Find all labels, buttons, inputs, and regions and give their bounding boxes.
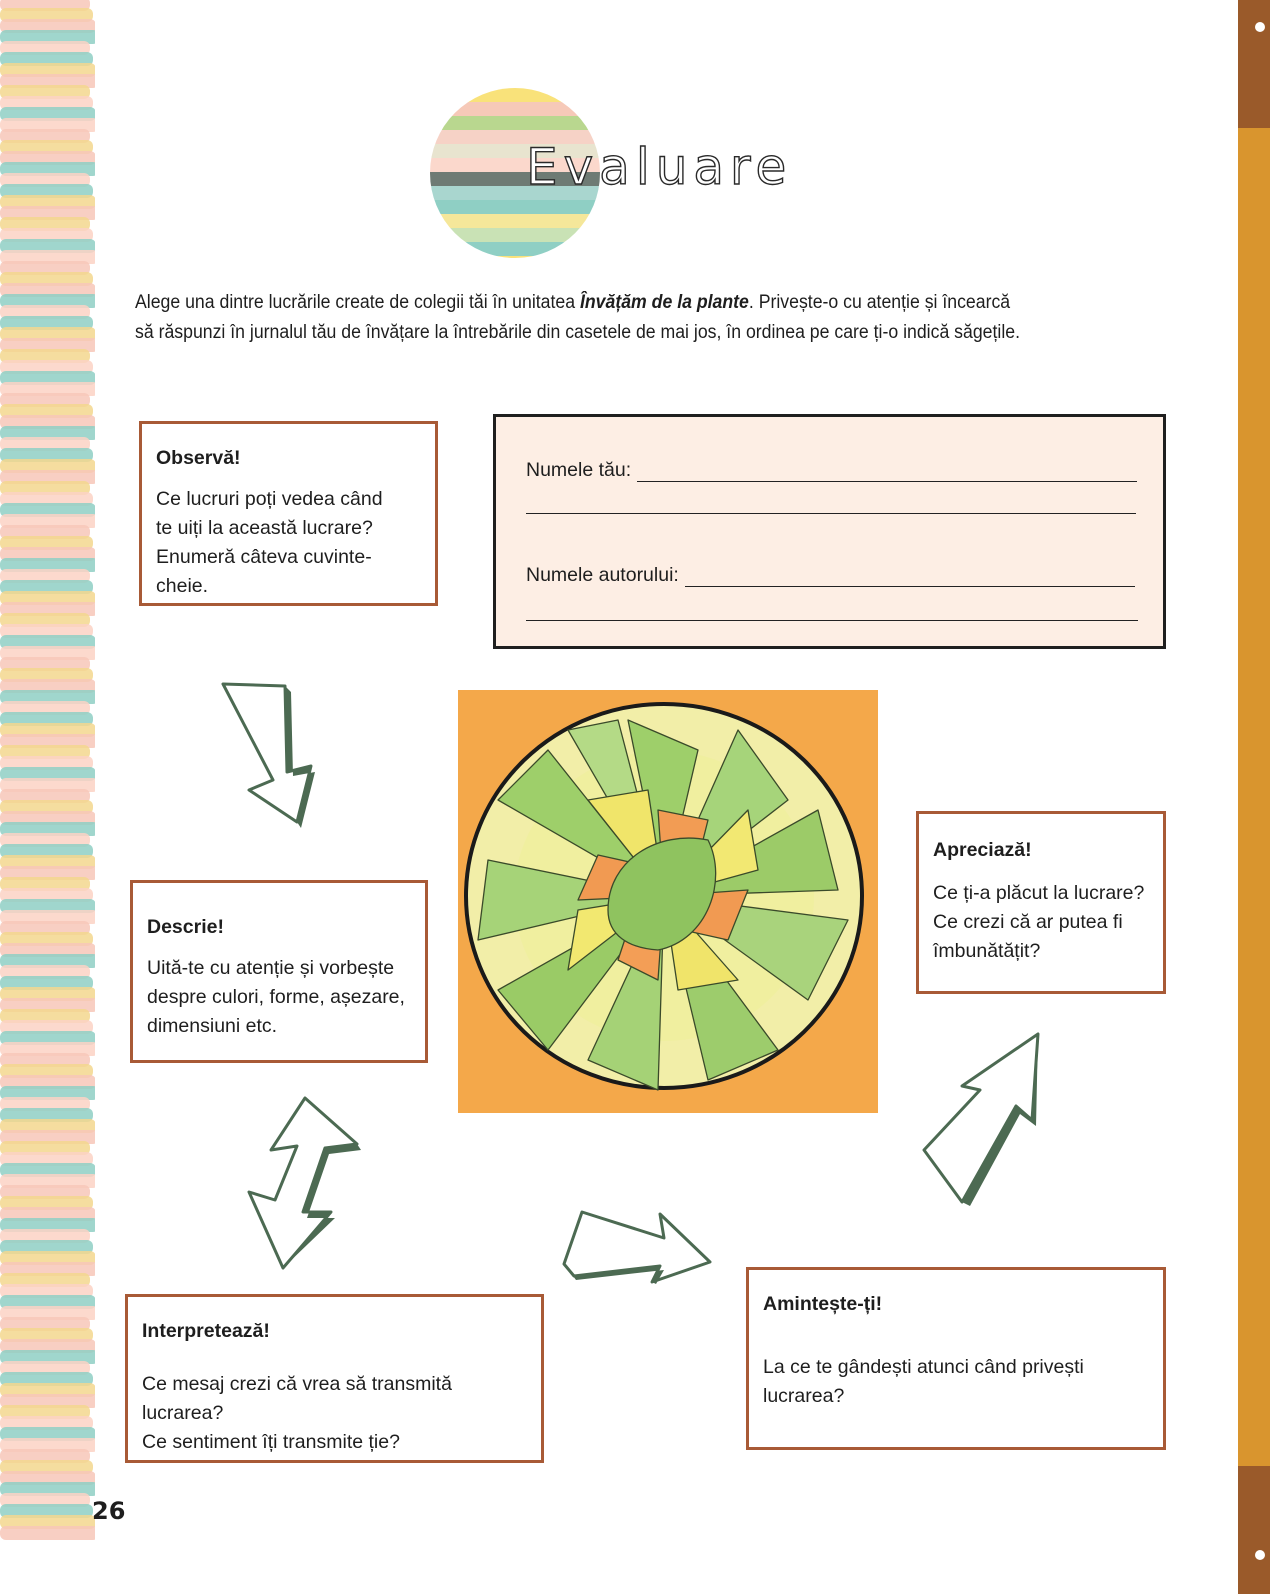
- right-band-dot: [1255, 22, 1265, 32]
- card-heading: Descrie!: [147, 916, 224, 938]
- intro-unit-name: Învățăm de la plante: [579, 292, 749, 313]
- author-name-row: [526, 564, 1135, 587]
- card-descrie: [130, 880, 428, 1063]
- card-line: lucrarea?: [763, 1385, 845, 1407]
- intro-paragraph: [135, 288, 1065, 348]
- card-line: Ce sentiment îți transmite ție?: [142, 1431, 400, 1453]
- stripe: [0, 1526, 95, 1540]
- card-line: Enumeră câteva cuvinte-cheie.: [156, 546, 372, 597]
- card-heading: Observă!: [156, 447, 241, 469]
- student-name-field[interactable]: [637, 463, 1137, 482]
- right-band-bottom-block: [1238, 1466, 1270, 1594]
- arrow-aminteste-to-apreciaza: [920, 1028, 1050, 1208]
- card-line: dimensiuni etc.: [147, 1015, 278, 1037]
- card-line: îmbunătățit?: [933, 940, 1041, 962]
- circle-stripe: [430, 116, 600, 130]
- author-name-extra-line[interactable]: [526, 620, 1138, 621]
- circle-stripe: [430, 88, 600, 102]
- student-name-label: Numele tău:: [526, 459, 632, 481]
- card-aminteste: [746, 1267, 1166, 1450]
- circle-stripe: [430, 228, 600, 242]
- card-observa: [139, 421, 438, 606]
- circle-stripe: [430, 214, 600, 228]
- student-name-row: [526, 459, 1137, 482]
- card-line: Ce lucruri poți vedea când: [156, 488, 383, 510]
- card-line: Ce crezi că ar putea fi: [933, 911, 1123, 933]
- card-interpreteaza: [125, 1294, 544, 1463]
- card-line: Ce mesaj crezi că vrea să transmită lucrarea?: [142, 1373, 452, 1424]
- card-line: te uiți la această lucrare?: [156, 517, 373, 539]
- card-line: Uită-te cu atenție și vorbește: [147, 957, 395, 979]
- student-artwork-image: [458, 690, 878, 1113]
- arrow-observa-to-descrie: [215, 680, 325, 830]
- card-line: La ce te gândești atunci când privești: [763, 1356, 1084, 1378]
- student-name-extra-line[interactable]: [526, 513, 1136, 514]
- arrow-descrie-to-interpreteaza: [245, 1092, 365, 1272]
- right-band-top-block: [1238, 0, 1270, 128]
- intro-line1-pre: Alege una dintre lucrările create de colegii tăi în unitatea: [135, 292, 580, 313]
- card-line: despre culori, forme, așezare,: [147, 986, 405, 1008]
- card-heading: Apreciază!: [933, 839, 1032, 861]
- card-heading: Interpretează!: [142, 1320, 270, 1342]
- left-decorative-stripes: [0, 0, 95, 1594]
- intro-line1-post: . Privește-o cu atenție și încearcă: [748, 292, 1011, 313]
- card-heading: Amintește-ți!: [763, 1293, 883, 1315]
- circle-stripe: [430, 242, 600, 256]
- card-line: Ce ți-a plăcut la lucrare?: [933, 882, 1145, 904]
- right-decorative-band: [1238, 0, 1270, 1594]
- card-apreciaza: [916, 811, 1166, 994]
- circle-stripe: [430, 102, 600, 116]
- right-band-dot: [1255, 1550, 1265, 1560]
- circle-stripe: [430, 200, 600, 214]
- page-number: 26: [92, 1497, 126, 1525]
- arrow-interpreteaza-to-aminteste: [556, 1204, 716, 1284]
- page-title: Evaluare: [526, 138, 793, 196]
- intro-line2: să răspunzi în jurnalul tău de învățare la întrebările din casetele de mai jos, în ordinea pe care ți-o indică săgețile.: [135, 322, 1020, 343]
- name-box: [493, 414, 1166, 649]
- circle-stripe: [430, 256, 600, 258]
- author-name-label: Numele autorului:: [526, 564, 679, 586]
- author-name-field[interactable]: [685, 568, 1135, 587]
